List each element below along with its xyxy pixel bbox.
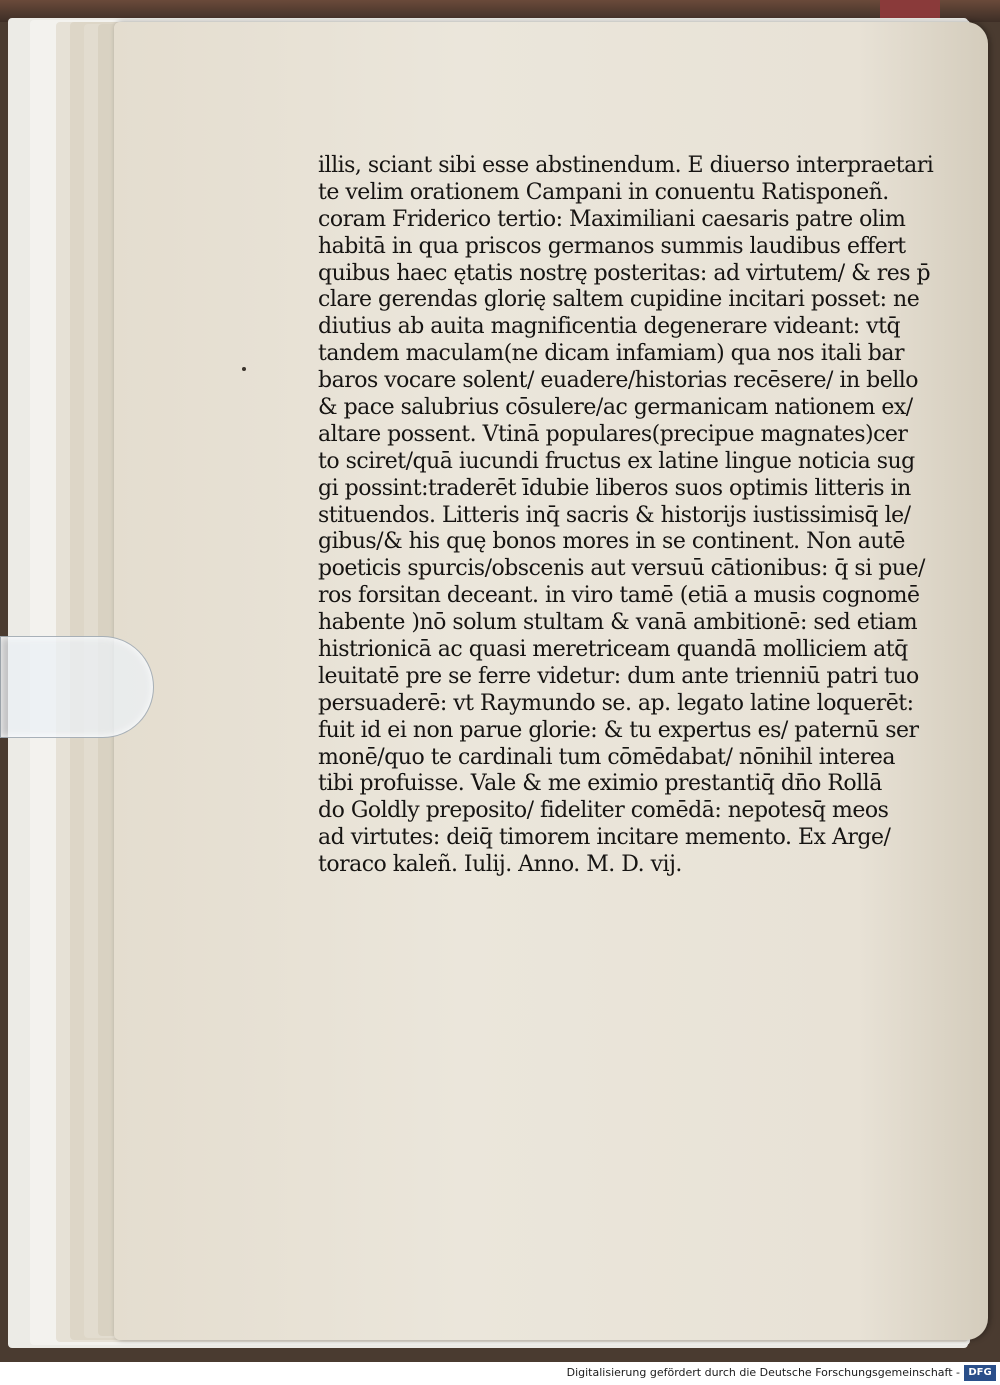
text-line: baros vocare solent/ euadere/historias recēsere/ in bello: [318, 368, 919, 394]
text-line: gibus/& his quę bonos mores in se continent. Non autē: [318, 529, 905, 555]
text-line: illis, sciant sibi esse abstinendum. E diuerso interpraetari: [318, 153, 934, 178]
ink-speck: [242, 367, 246, 371]
text-line: to sciret/quā iucundi fructus ex latine lingue noticia sug: [318, 448, 915, 474]
text-line: persuaderē: vt Raymundo se. ap. legato latine loquerēt:: [318, 690, 914, 716]
text-line: toraco kaleñ. Iulij. Anno. M. D. vij.: [318, 852, 682, 878]
text-line: monē/quo te cardinali tum cōmēdabat/ nōnihil interea: [318, 744, 896, 770]
text-line: diutius ab auita magnificentia degenerare videant̄: vtq̄: [318, 314, 901, 340]
text-line: ros forsitan deceant. in viro tamē (etiā a musis cognomē: [318, 583, 920, 609]
text-line: poeticis spurcis/obscenis aut versuū cātionibus: q̄ si pue/: [318, 556, 925, 582]
text-line: te velim orationem Campani in conuentu Ratisponeñ.: [318, 179, 889, 205]
text-line: do Goldly preposito/ fideliter comēdā: nepotesq̄ meos: [318, 798, 889, 824]
text-line: leuitatē pre se ferre videtur: dum ante trienniū patri tuo: [318, 663, 919, 689]
funding-credit: Digitalisierung gefördert durch die Deutsche Forschungsgemeinschaft -: [566, 1366, 960, 1379]
text-line: stituendos. Litteris inq̄ sacris & historijs iustissimisq̄ le/: [318, 502, 911, 528]
text-line: ad virtutes: deiq̄ timorem incitare memento. Ex Arge/: [318, 825, 891, 851]
text-line: coram Friderico tertio: Maximiliani caesaris patre olim: [318, 206, 906, 232]
text-line: histrionicā ac quasi meretriceam quandā molliciem atq̄: [318, 637, 908, 663]
text-line: altare possent. Vtinā populares(precipue magnates)cer: [318, 421, 908, 447]
text-line: fuit id ei non parue glorie: & tu expertus es/ paternū ser: [318, 717, 919, 743]
bookmark-ribbon: [880, 0, 940, 18]
text-line: quibus haec ętatis nostrę posteritas: ad virtutem/ & res p̄: [318, 260, 931, 286]
text-line: clare gerendas glorię saltem cupidine incitari posset: ne: [318, 287, 920, 313]
text-line: gi possint:traderēt īdubie liberos suos optimis litteris in: [318, 475, 911, 501]
credit-bar: [0, 1362, 1000, 1385]
page-text: [318, 153, 958, 879]
text-line: tandem maculam(ne dicam infamiam) qua nos itali bar: [318, 341, 904, 367]
text-line: habente )nō solum stultam & vanā ambitionē: sed etiam: [318, 610, 918, 636]
text-line: tibi profuisse. Vale & me eximio prestantiq̄ dn̄o Rollā: [318, 771, 882, 797]
text-line: habitā in qua priscos germanos summis laudibus effert: [318, 233, 906, 259]
dfg-logo: DFG: [964, 1365, 996, 1381]
text-line: & pace salubrius cōsulere/ac germanicam nationem ex/: [318, 395, 913, 421]
page-clip: [0, 636, 154, 738]
